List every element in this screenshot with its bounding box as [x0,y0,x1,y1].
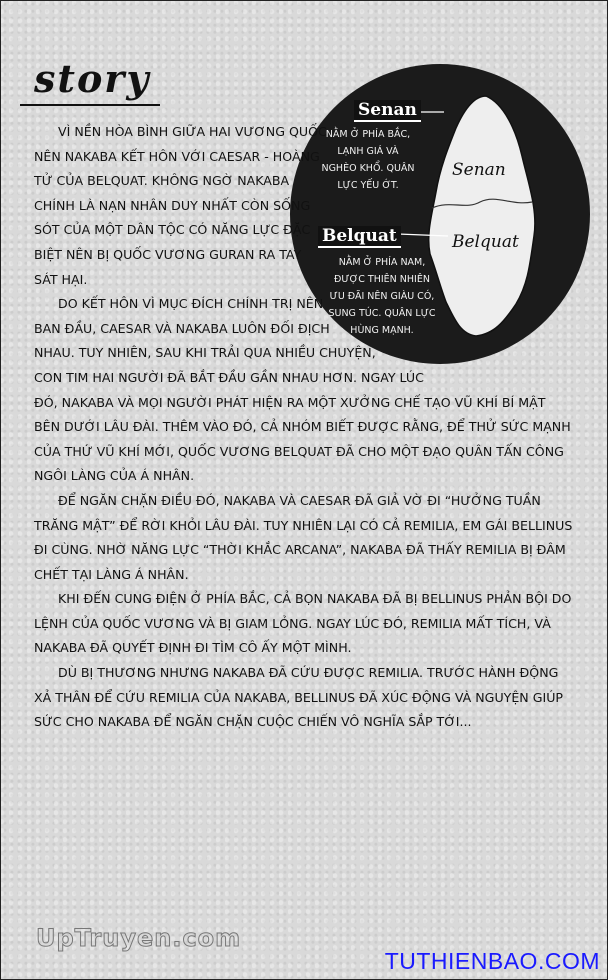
belquat-desc-line: NẰM Ở PHÍA NAM, [338,257,426,268]
belquat-desc-line: ĐƯỢC THIÊN NHIÊN [334,274,430,285]
belquat-pointer [398,234,448,236]
story-paragraph: KHI ĐẾN CUNG ĐIỆN Ở PHÍA BẮC, CẢ BỌN NAKABA ĐÃ BỊ BELLINUS PHẢN BỘI DO LỆNH CỦA QUỐC VƯƠNG VÀ BỊ GIAM LỎNG. NGAY LÚC ĐÓ, REMILIA MẤT TÍCH, VÀ NAKABA ĐÃ QUYẾT ĐỊNH ĐI TÌM CÔ ẤY MỘT MÌNH. [34,591,572,656]
watermark-uptruyen: UpTruyen.com [36,924,242,952]
island-label-belquat: Belquat [452,232,519,252]
senan-label: Senan [354,100,421,122]
belquat-desc-line: SUNG TÚC. QUÂN LỰC [328,308,436,319]
island-shape [429,96,535,336]
story-paragraph: VÌ NỀN HÒA BÌNH GIỮA HAI VƯƠNG QUỐC NÊN NAKABA KẾT HÔN VỚI CAESAR - HOÀNG TỬ CỦA BELQUAT. KHÔNG NGỜ NAKABA CHÍNH LÀ NẠN NHÂN DUY NHẤT CÒN SỐNG SÓT CỦA MỘT DÂN TỘC CÓ NĂNG LỰC ĐẶC BIỆT NÊN BỊ QUỐC VƯƠNG GURAN RA TAY SÁT HẠI. [34,124,327,287]
watermark-tuthienbao: TUTHIENBAO.COM [384,948,600,974]
map-circle [290,64,590,364]
belquat-desc-line: ƯU ĐÃI NÊN GIÀU CÓ, [329,291,435,302]
senan-desc-line: LẠNH GIÁ VÀ [337,146,399,157]
story-title: story [34,56,151,101]
map-wrap-spacer [282,120,574,370]
story-paragraph: ĐỂ NGĂN CHẶN ĐIỀU ĐÓ, NAKABA VÀ CAESAR ĐÃ GIẢ VỜ ĐI “HƯỞNG TUẦN TRĂNG MẬT” ĐỂ RỜI KHỎI LÂU ĐÀI. TUY NHIÊN LẠI CÓ CẢ REMILIA, EM GÁI BELLINUS ĐI CÙNG. NHỜ NĂNG LỰC “THỜI KHẮC ARCANA”, NAKABA ĐÃ THẤY REMILIA BỊ ĐÂM CHẾT TẠI LÀNG Á NHÂN. [34,492,573,582]
senan-desc-line: NẰM Ở PHÍA BẮC, [325,129,411,140]
senan-description [314,126,422,194]
belquat-desc-line: HÙNG MẠNH. [350,325,414,336]
senan-desc-line: NGHÈO KHỔ. QUÂN [321,163,415,174]
senan-desc-line: LỰC YẾU ỚT. [337,180,399,191]
story-paragraph: DO KẾT HÔN VÌ MỤC ĐÍCH CHÍNH TRỊ NÊN BAN ĐẦU, CAESAR VÀ NAKABA LUÔN ĐỐI ĐỊCH NHAU. TUY NHIÊN, SAU KHI TRẢI QUA NHIỀU CHUYỆN, CON TIM HAI NGƯỜI ĐÃ BẮT ĐẦU GẦN NHAU HƠN. NGAY LÚC ĐÓ, NAKABA VÀ MỌI NGƯỜI PHÁT HIỆN RA MỘT XƯỞNG CHẾ TẠO VŨ KHÍ BÍ MẬT BÊN DƯỚI LÂU ĐÀI. THÊM VÀO ĐÓ, CẢ NHÓM BIẾT ĐƯỢC RẰNG, ĐỂ THỬ SỨC MẠNH CỦA THỨ VŨ KHÍ MỚI, QUỐC VƯƠNG BELQUAT ĐÃ CHO MỘT ĐẠO QUÂN TẤN CÔNG NGÔI LÀNG CỦA Á NHÂN. [34,296,571,484]
title-underline [20,104,160,106]
story-paragraph: DÙ BỊ THƯƠNG NHƯNG NAKABA ĐÃ CỨU ĐƯỢC REMILIA. TRƯỚC HÀNH ĐỘNG XẢ THÂN ĐỂ CỨU REMILIA CỦA NAKABA, BELLINUS ĐÃ XÚC ĐỘNG VÀ NGUYỆN GIÚP SỨC CHO NAKABA ĐỂ NGĂN CHẶN CUỘC CHIẾN VÔ NGHĨA SẮP TỚI... [34,665,564,730]
island-label-senan: Senan [452,160,506,180]
story-body [34,120,574,735]
border-line [432,199,532,208]
belquat-description [318,254,446,339]
island-map [290,64,590,364]
belquat-label: Belquat [318,226,401,248]
